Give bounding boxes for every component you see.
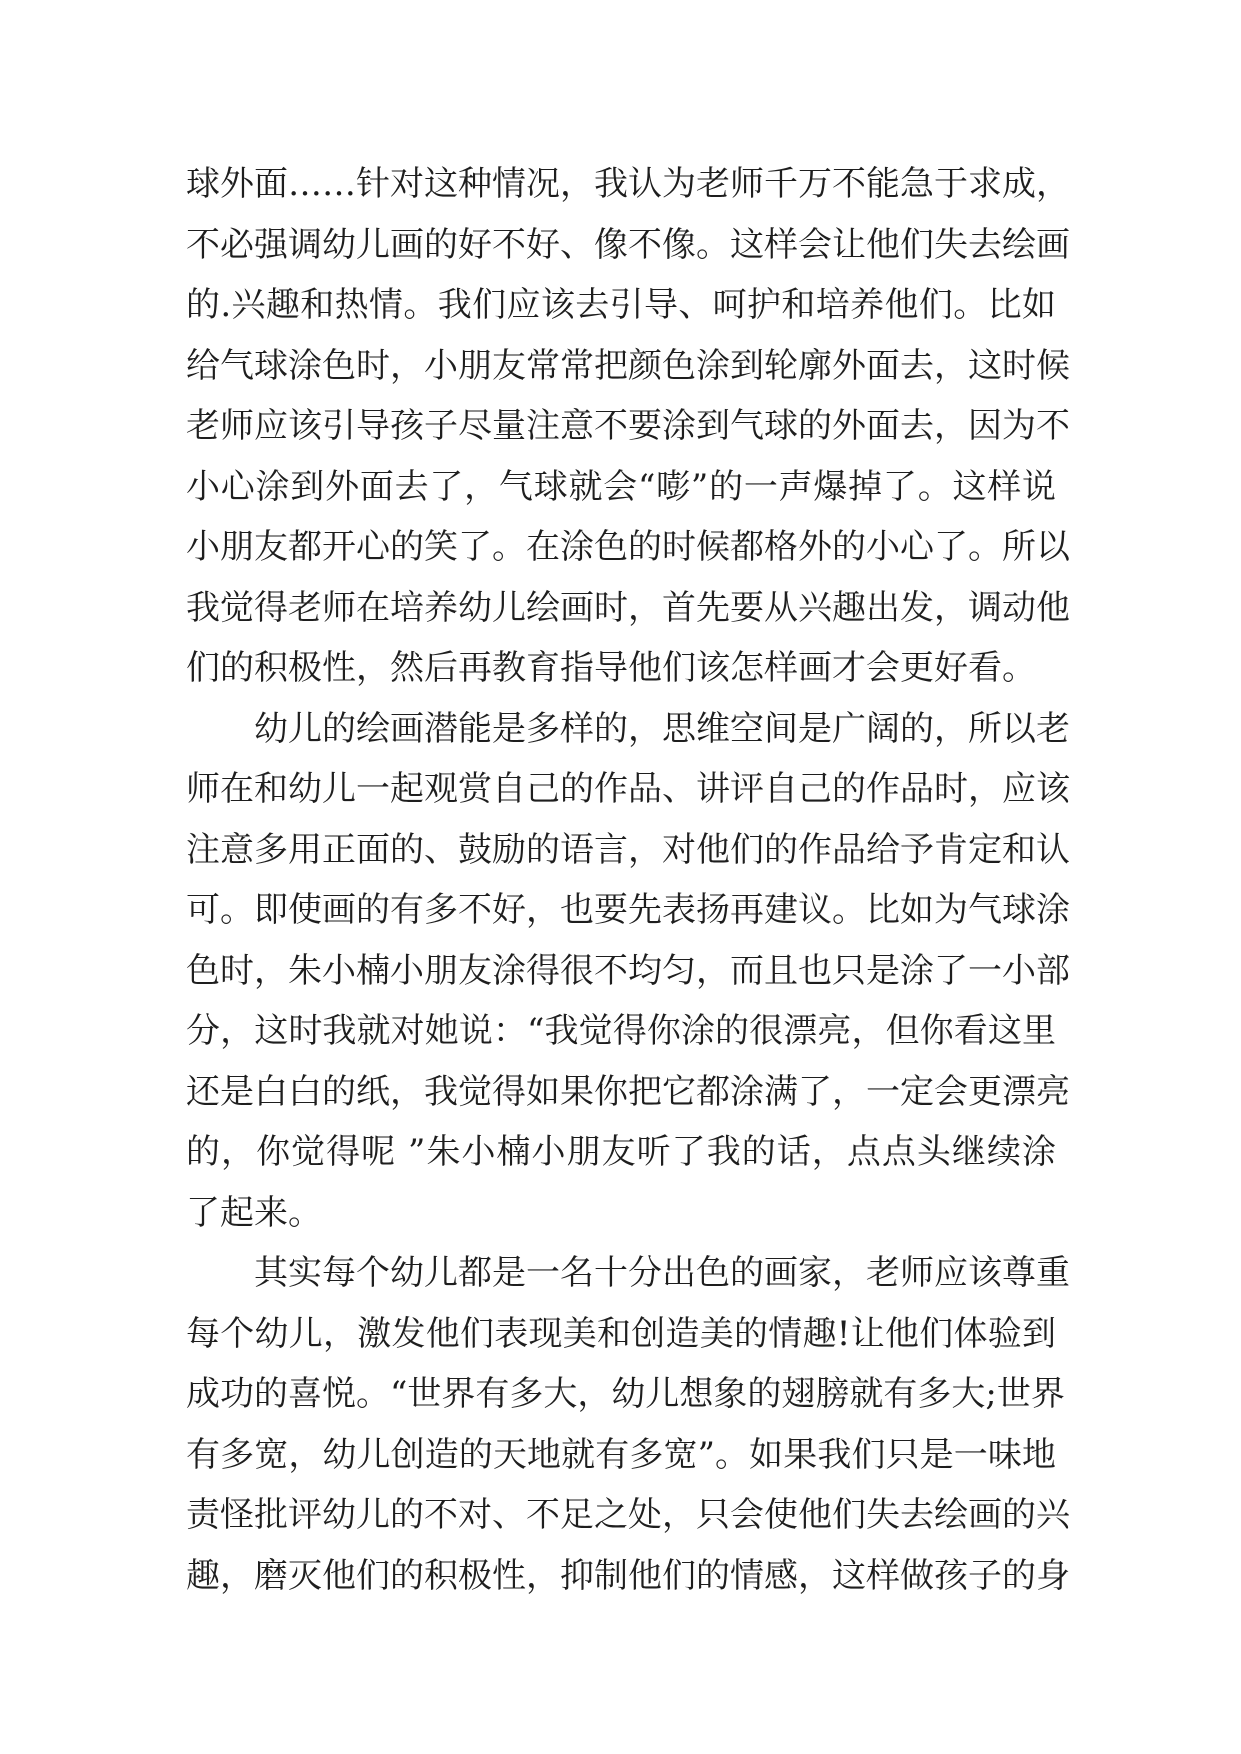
text-line: 成功的喜悦。“世界有多大，幼儿想象的翅膀就有多大;世界 <box>186 1374 1065 1414</box>
text-line: 可。即使画的有多不好，也要先表扬再建议。比如为气球涂 <box>186 890 1070 930</box>
text-line: 幼儿的绘画潜能是多样的，思维空间是广阔的，所以老 <box>254 708 1070 749</box>
text-line: 的.兴趣和热情。我们应该去引导、呵护和培养他们。比如 <box>186 285 1056 325</box>
text-line: 责怪批评幼儿的不对、不足之处，只会使他们失去绘画的兴 <box>186 1495 1070 1535</box>
paragraph-2 <box>186 699 1070 1244</box>
text-line: 注意多用正面的、鼓励的语言，对他们的作品给予肯定和认 <box>186 829 1070 870</box>
document-body <box>186 154 1070 1606</box>
text-line: 小朋友都开心的笑了。在涂色的时候都格外的小心了。所以 <box>186 527 1070 567</box>
text-line: 趣，磨灭他们的积极性，抑制他们的情感，这样做孩子的身 <box>186 1555 1070 1596</box>
text-line: 我觉得老师在培养幼儿绘画时，首先要从兴趣出发，调动他 <box>186 587 1070 628</box>
text-line: 分，这时我就对她说：“我觉得你涂的很漂亮，但你看这里 <box>186 1011 1056 1051</box>
text-line: 有多宽，幼儿创造的天地就有多宽”。如果我们只是一味地 <box>186 1434 1056 1475</box>
text-line: 给气球涂色时，小朋友常常把颜色涂到轮廓外面去，这时候 <box>186 345 1070 386</box>
text-line: 球外面……针对这种情况，我认为老师千万不能急于求成， <box>186 164 1070 204</box>
text-line: 每个幼儿，激发他们表现美和创造美的情趣!让他们体验到 <box>186 1313 1056 1354</box>
text-line: 们的积极性，然后再教育指导他们该怎样画才会更好看。 <box>186 648 1036 688</box>
text-line: 小心涂到外面去了，气球就会“嘭”的一声爆掉了。这样说 <box>186 466 1056 507</box>
text-line: 师在和幼儿一起观赏自己的作品、讲评自己的作品时，应该 <box>186 769 1070 809</box>
paragraph-1 <box>186 154 1070 699</box>
text-line: 老师应该引导孩子尽量注意不要涂到气球的外面去，因为不 <box>186 406 1070 446</box>
text-line: 不必强调幼儿画的好不好、像不像。这样会让他们失去绘画 <box>186 224 1070 265</box>
text-line: 了起来。 <box>186 1192 322 1233</box>
text-line: 还是白白的纸，我觉得如果你把它都涂满了，一定会更漂亮 <box>186 1071 1070 1112</box>
paragraph-3 <box>186 1243 1070 1606</box>
text-line: 其实每个幼儿都是一名十分出色的画家，老师应该尊重 <box>254 1253 1070 1293</box>
text-line: 的，你觉得呢 ”朱小楠小朋友听了我的话，点点头继续涂 <box>186 1132 1056 1172</box>
text-line: 色时，朱小楠小朋友涂得很不均匀，而且也只是涂了一小部 <box>186 950 1070 991</box>
